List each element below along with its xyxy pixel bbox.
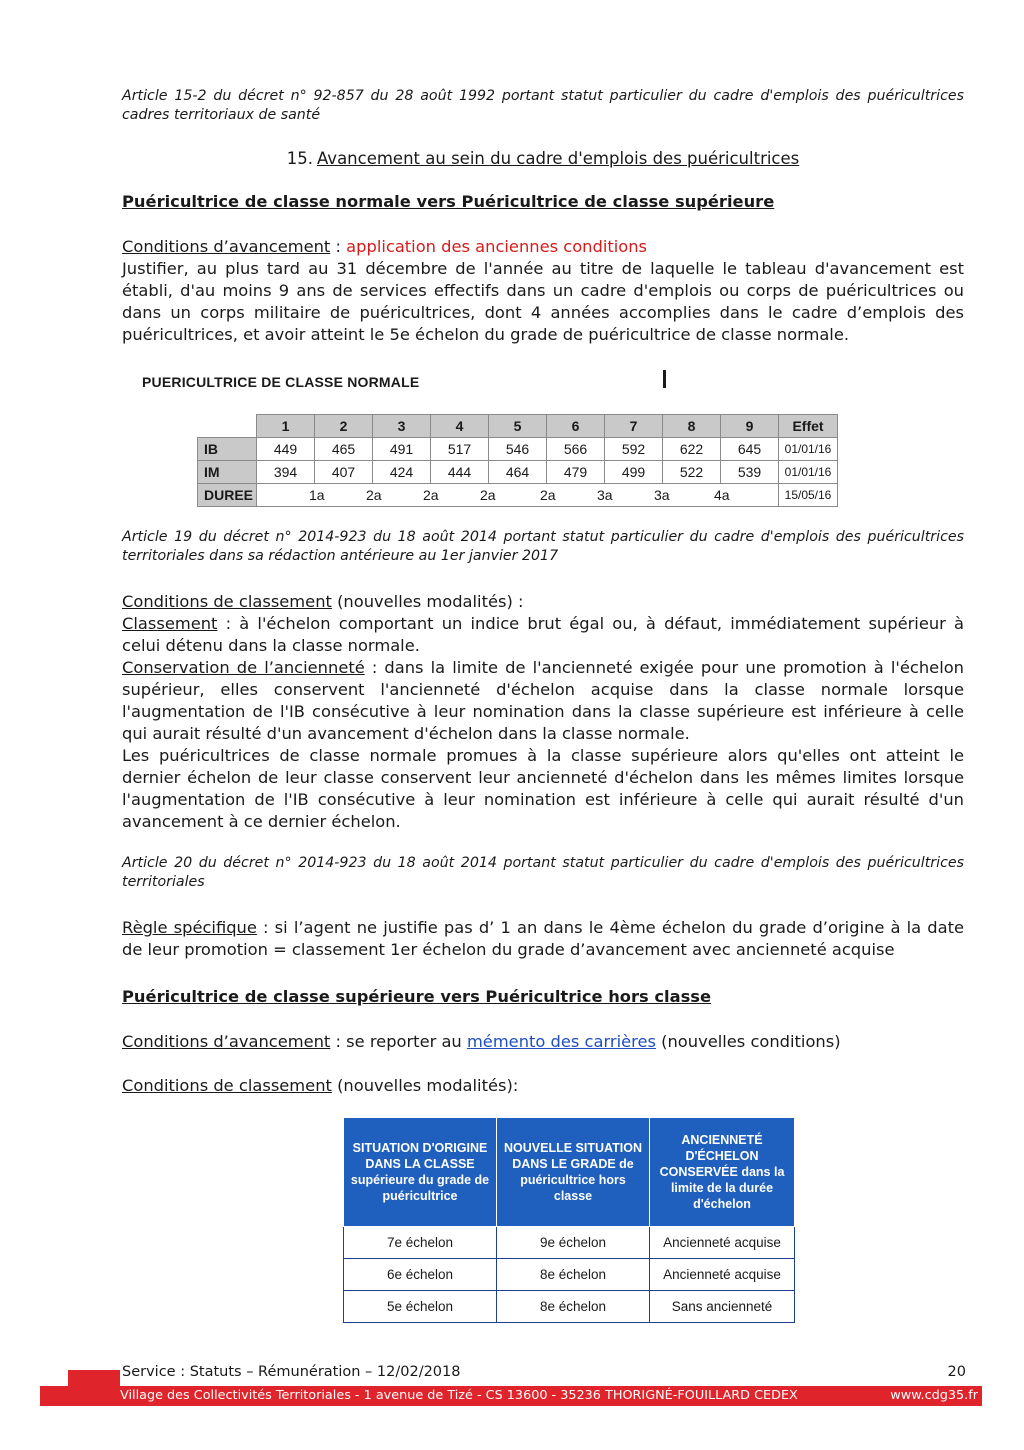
footer-red-bar [40, 1386, 982, 1406]
conditions-avancement2-label: Conditions d’avancement [122, 1032, 331, 1051]
grade-cell: 517 [431, 438, 489, 461]
duree-value: 2a [480, 487, 496, 503]
grade-row-ib [198, 438, 838, 461]
classement-col-header: SITUATION D'ORIGINE DANS LA CLASSE supérieure du grade de puéricultrice [344, 1118, 497, 1227]
classement-cell: 8e échelon [497, 1259, 650, 1291]
grade-cell: 407 [315, 461, 373, 484]
footer-address: Village des Collectivités Territoriales - 1 avenue de Tizé - CS 13600 - 35236 THORIGNÉ-FOUILLARD CEDEX [120, 1388, 798, 1403]
section-title: Avancement au sein du cadre d'emplois des puéricultrices [316, 149, 800, 168]
classement-col-header: ANCIENNETÉ D'ÉCHELON CONSERVÉE dans la limite de la durée d'échelon [650, 1118, 795, 1227]
separator: : [330, 237, 347, 256]
conservation-paragraph [122, 657, 964, 745]
grade-col-header: 6 [547, 415, 605, 438]
text-cursor-mark [663, 370, 666, 388]
grade-row-duree [198, 484, 838, 507]
grade-col-header: 2 [315, 415, 373, 438]
grade-col-header: 9 [721, 415, 779, 438]
memento-carrieres-link[interactable]: mémento des carrières [466, 1032, 656, 1051]
conditions-classement-rest: (nouvelles modalités) : [331, 592, 524, 611]
classement-cell: 7e échelon [344, 1227, 497, 1259]
grade-cell: 499 [605, 461, 663, 484]
classement-cell: 6e échelon [344, 1259, 497, 1291]
conditions-classement-line [122, 591, 964, 613]
section-number: 15. [286, 149, 313, 168]
grade-col-header: 5 [489, 415, 547, 438]
grade-col-header: 7 [605, 415, 663, 438]
grade-cell: 424 [373, 461, 431, 484]
regle-specifique-paragraph [122, 917, 964, 961]
footer-service-line [122, 1362, 964, 1382]
grade-duree-cell [257, 484, 779, 507]
classement-table [343, 1117, 795, 1323]
grade-col-header: 1 [257, 415, 315, 438]
conditions-avancement2-post: (nouvelles conditions) [655, 1032, 841, 1051]
footer-website: www.cdg35.fr [890, 1388, 978, 1403]
grade-cell-effet: 15/05/16 [779, 484, 838, 507]
conditions-avancement-line [122, 236, 964, 258]
classement-cell: Sans ancienneté [650, 1291, 795, 1323]
grade-cell: 546 [489, 438, 547, 461]
footer-red-block [68, 1370, 120, 1387]
grade-table-title: PUERICULTRICE DE CLASSE NORMALE [142, 374, 420, 390]
citation-article-15-2: Article 15-2 du décret n° 92-857 du 28 août 1992 portant statut particulier du cadre d'emplois des puéricultrices cadres territoriaux de santé [122, 88, 964, 123]
conditions-avancement-value: application des anciennes conditions [346, 237, 648, 256]
duree-value: 2a [366, 487, 382, 503]
classement-cell: 5e échelon [344, 1291, 497, 1323]
conditions-avancement-label: Conditions d’avancement [122, 237, 331, 256]
grade-cell-effet: 01/01/16 [779, 461, 838, 484]
classement-cell: Ancienneté acquise [650, 1259, 795, 1291]
duree-values [257, 484, 778, 506]
grade-cell: 394 [257, 461, 315, 484]
grade-row-im [198, 461, 838, 484]
grade-cell: 539 [721, 461, 779, 484]
grade-cell: 566 [547, 438, 605, 461]
classement-label: Classement [122, 614, 218, 633]
classement-row [344, 1259, 795, 1291]
conditions-classement2-rest: (nouvelles modalités): [331, 1076, 519, 1095]
conditions-avancement2-line [122, 1031, 964, 1053]
classement-paragraph [122, 613, 964, 657]
conditions-avancement2-pre: : se reporter au [330, 1032, 467, 1051]
subheading-superieure-vers-hors-classe: Puéricultrice de classe supérieure vers Puéricultrice hors classe [122, 987, 711, 1006]
classement-cell: 8e échelon [497, 1291, 650, 1323]
duree-value: 3a [654, 487, 670, 503]
duree-value: 4a [714, 487, 730, 503]
grade-col-header: 4 [431, 415, 489, 438]
grade-cell: 464 [489, 461, 547, 484]
grade-table-header-row [198, 415, 838, 438]
duree-value: 2a [540, 487, 556, 503]
grade-cell-effet: 01/01/16 [779, 438, 838, 461]
grade-cell: 444 [431, 461, 489, 484]
grade-row-label: DUREE [198, 484, 257, 507]
duree-value: 1a [309, 487, 325, 503]
classement-cell: Ancienneté acquise [650, 1227, 795, 1259]
classement-text: : à l'échelon comportant un indice brut égal ou, à défaut, immédiatement supérieur à celui détenu dans la classe normale. [122, 614, 964, 655]
grade-table [197, 414, 838, 507]
grade-row-label: IB [198, 438, 257, 461]
conservation-text: : dans la limite de l'ancienneté exigée pour une promotion à l'échelon supérieur, elles conservent l'ancienneté d'échelon acquise dans la classe normale lorsque l'augmentation de l'IB consécutive à leur nomination dans la classe supérieure est inférieure à celle qui aurait résulté d'un avancement d'échelon dans la classe normale. [122, 658, 964, 743]
grade-cell: 465 [315, 438, 373, 461]
grade-col-header: 8 [663, 415, 721, 438]
citation-article-20: Article 20 du décret n° 2014-923 du 18 août 2014 portant statut particulier du cadre d'emplois des puéricultrices territoriales [122, 855, 964, 890]
grade-table-figure [140, 368, 860, 518]
conservation-label: Conservation de l’ancienneté [122, 658, 365, 677]
grade-cell: 645 [721, 438, 779, 461]
section-heading [122, 148, 964, 170]
grade-col-header-effet: Effet [779, 415, 838, 438]
duree-value: 3a [597, 487, 613, 503]
conditions-classement2-label: Conditions de classement [122, 1076, 332, 1095]
justifier-paragraph: Justifier, au plus tard au 31 décembre de l'année au titre de laquelle le tableau d'avancement est établi, d'au moins 9 ans de services effectifs dans un cadre d'emplois ou corps de puéricultrices ou dans un corps militaire de puéricultrices, dont 4 années accomplies dans le cadre d’emplois des puéricultrices, et avoir atteint le 5e échelon du grade de puéricultrice de classe normale. [122, 259, 964, 344]
grade-col-header: 3 [373, 415, 431, 438]
grade-cell: 479 [547, 461, 605, 484]
regle-specifique-label: Règle spécifique [122, 918, 257, 937]
regle-specifique-text: : si l’agent ne justifie pas d’ 1 an dans le 4ème échelon du grade d’origine à la date de leur promotion = classement 1er échelon du grade d’avancement avec ancienneté acquise [122, 918, 964, 959]
classement-table-header-row [344, 1118, 795, 1227]
grade-cell: 449 [257, 438, 315, 461]
grade-cell: 491 [373, 438, 431, 461]
citation-article-19: Article 19 du décret n° 2014-923 du 18 août 2014 portant statut particulier du cadre d'emplois des puéricultrices territoriales dans sa rédaction antérieure au 1er janvier 2017 [122, 529, 964, 564]
classement-col-header: NOUVELLE SITUATION DANS LE GRADE de puéricultrice hors classe [497, 1118, 650, 1227]
grade-table-corner [198, 415, 257, 438]
footer-service: Service : Statuts – Rémunération – 12/02/2018 [122, 1364, 461, 1380]
subheading-normale-vers-superieure: Puéricultrice de classe normale vers Puéricultrice de classe supérieure [122, 192, 775, 211]
classement-row [344, 1291, 795, 1323]
grade-cell: 622 [663, 438, 721, 461]
grade-row-label: IM [198, 461, 257, 484]
duree-value: 2a [423, 487, 439, 503]
page-number: 20 [947, 1364, 966, 1380]
grade-cell: 592 [605, 438, 663, 461]
conditions-classement-label: Conditions de classement [122, 592, 332, 611]
grade-cell: 522 [663, 461, 721, 484]
classement-row [344, 1227, 795, 1259]
classement-cell: 9e échelon [497, 1227, 650, 1259]
les-puericultrices-paragraph: Les puéricultrices de classe normale promues à la classe supérieure alors qu'elles ont atteint le dernier échelon de leur classe conservent leur ancienneté d'échelon dans les mêmes limites lorsque l'augmentation de l'IB consécutive à leur nomination est inférieure à celle qui aurait résulté d'un avancement à ce dernier échelon. [122, 746, 964, 831]
conditions-classement2-line [122, 1075, 964, 1097]
